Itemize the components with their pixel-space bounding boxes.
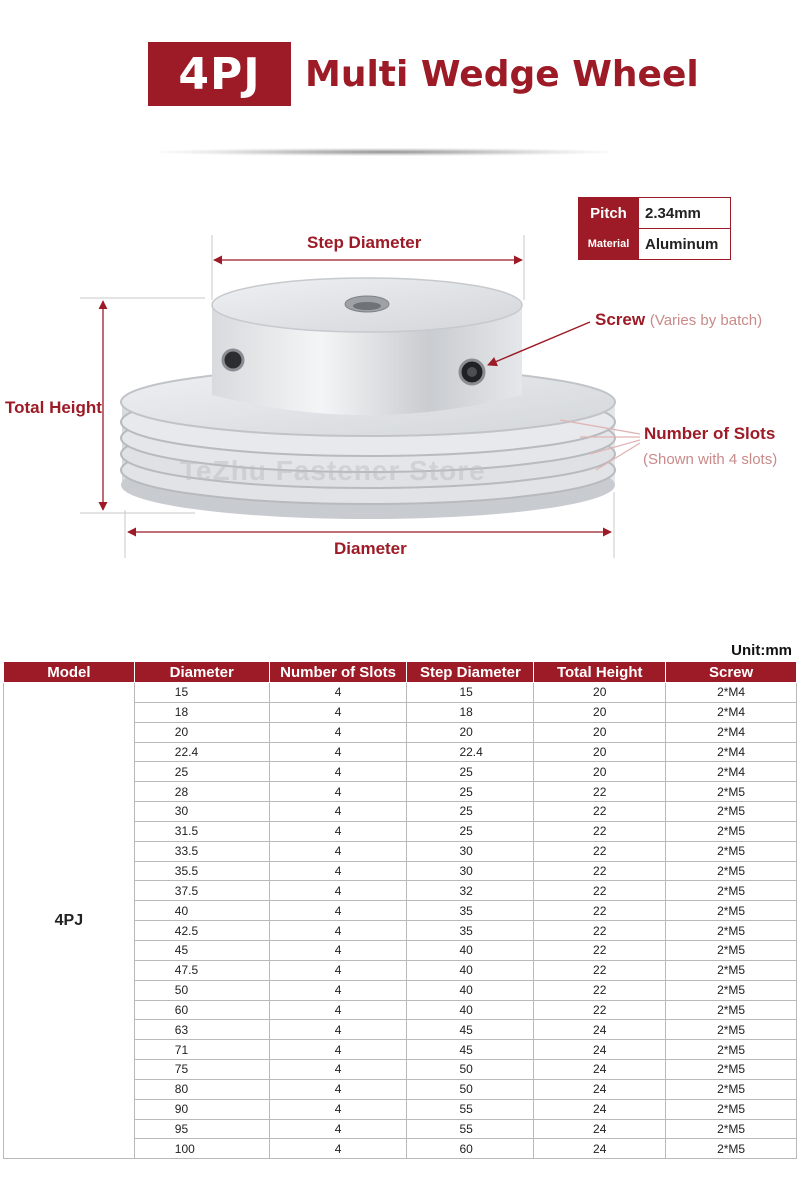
model-cell: 4PJ	[4, 683, 135, 1159]
table-cell: 4	[269, 1040, 407, 1060]
table-cell: 63	[134, 1020, 269, 1040]
table-cell: 71	[134, 1040, 269, 1060]
table-cell: 24	[534, 1119, 666, 1139]
table-cell: 25	[407, 802, 534, 822]
table-cell: 4	[269, 762, 407, 782]
table-cell: 2*M5	[666, 1000, 797, 1020]
unit-label: Unit:mm	[731, 642, 792, 659]
table-cell: 50	[407, 1060, 534, 1080]
table-cell: 18	[134, 702, 269, 722]
table-cell: 2*M5	[666, 901, 797, 921]
table-cell: 4	[269, 1020, 407, 1040]
table-cell: 4	[269, 742, 407, 762]
table-cell: 20	[534, 722, 666, 742]
table-cell: 22	[534, 960, 666, 980]
table-cell: 22.4	[407, 742, 534, 762]
table-cell: 75	[134, 1060, 269, 1080]
table-cell: 2*M5	[666, 861, 797, 881]
table-cell: 25	[407, 782, 534, 802]
table-cell: 2*M4	[666, 762, 797, 782]
table-cell: 2*M5	[666, 1139, 797, 1159]
table-cell: 25	[407, 821, 534, 841]
table-cell: 42.5	[134, 921, 269, 941]
table-cell: 22	[534, 980, 666, 1000]
table-cell: 2*M5	[666, 1060, 797, 1080]
table-cell: 2*M5	[666, 782, 797, 802]
slots-note: (Shown with 4 slots)	[643, 451, 778, 468]
table-cell: 20	[534, 702, 666, 722]
spec-box	[578, 197, 731, 260]
table-cell: 18	[407, 702, 534, 722]
table-cell: 2*M5	[666, 881, 797, 901]
table-cell: 40	[407, 980, 534, 1000]
table-cell: 2*M5	[666, 940, 797, 960]
table-cell: 22	[534, 921, 666, 941]
table-cell: 60	[134, 1000, 269, 1020]
table-cell: 20	[534, 762, 666, 782]
table-cell: 4	[269, 821, 407, 841]
total-height-label: Total Height	[5, 398, 102, 417]
table-cell: 2*M5	[666, 1040, 797, 1060]
slots-label: Number of Slots	[644, 424, 776, 443]
table-cell: 95	[134, 1119, 269, 1139]
spec-value: 2.34mm	[639, 198, 731, 229]
spec-row-material	[579, 229, 731, 260]
table-cell: 4	[269, 1000, 407, 1020]
pulley-hub	[212, 278, 522, 415]
header-diameter: Diameter	[134, 662, 269, 683]
page-header	[148, 42, 699, 106]
table-cell: 50	[407, 1079, 534, 1099]
table-cell: 4	[269, 960, 407, 980]
spec-table	[3, 661, 797, 1159]
table-cell: 40	[407, 940, 534, 960]
store-watermark: TeZhu Fastener Store	[180, 455, 486, 486]
table-cell: 24	[534, 1079, 666, 1099]
table-cell: 40	[407, 1000, 534, 1020]
table-cell: 2*M5	[666, 980, 797, 1000]
table-cell: 4	[269, 881, 407, 901]
table-cell: 22	[534, 782, 666, 802]
table-cell: 4	[269, 802, 407, 822]
table-cell: 35	[407, 921, 534, 941]
table-cell: 20	[534, 683, 666, 703]
table-cell: 4	[269, 980, 407, 1000]
table-cell: 24	[534, 1099, 666, 1119]
table-cell: 20	[534, 742, 666, 762]
table-cell: 4	[269, 782, 407, 802]
table-cell: 4	[269, 921, 407, 941]
table-body	[4, 683, 797, 1159]
table-cell: 32	[407, 881, 534, 901]
table-cell: 45	[134, 940, 269, 960]
screw-title: Screw	[595, 310, 646, 329]
table-cell: 90	[134, 1099, 269, 1119]
table-cell: 22	[534, 802, 666, 822]
table-cell: 45	[407, 1040, 534, 1060]
table-cell: 25	[407, 762, 534, 782]
table-cell: 2*M5	[666, 1020, 797, 1040]
table-cell: 50	[134, 980, 269, 1000]
table-cell: 15	[134, 683, 269, 703]
table-cell: 22	[534, 1000, 666, 1020]
table-cell: 4	[269, 940, 407, 960]
table-cell: 4	[269, 1119, 407, 1139]
table-cell: 40	[134, 901, 269, 921]
table-cell: 55	[407, 1119, 534, 1139]
header-step-diameter: Step Diameter	[407, 662, 534, 683]
page-title: Multi Wedge Wheel	[305, 53, 699, 95]
spec-key: Pitch	[579, 198, 639, 229]
screw-note: (Varies by batch)	[649, 312, 763, 329]
table-cell: 22	[534, 861, 666, 881]
header-divider	[160, 148, 610, 156]
spec-key: Material	[579, 229, 639, 260]
header-slots: Number of Slots	[269, 662, 407, 683]
table-cell: 4	[269, 861, 407, 881]
table-cell: 15	[407, 683, 534, 703]
table-cell: 4	[269, 1099, 407, 1119]
table-cell: 24	[534, 1040, 666, 1060]
table-cell: 22	[534, 901, 666, 921]
table-cell: 24	[534, 1020, 666, 1040]
table-cell: 22.4	[134, 742, 269, 762]
table-cell: 37.5	[134, 881, 269, 901]
table-cell: 35.5	[134, 861, 269, 881]
table-cell: 35	[407, 901, 534, 921]
table-cell: 4	[269, 901, 407, 921]
model-badge: 4PJ	[148, 42, 291, 106]
table-cell: 20	[134, 722, 269, 742]
table-cell: 2*M4	[666, 683, 797, 703]
table-cell: 25	[134, 762, 269, 782]
table-cell: 30	[134, 802, 269, 822]
table-cell: 4	[269, 1079, 407, 1099]
table-cell: 30	[407, 841, 534, 861]
table-row	[4, 683, 797, 703]
table-cell: 2*M5	[666, 1119, 797, 1139]
table-cell: 22	[534, 821, 666, 841]
table-cell: 22	[534, 841, 666, 861]
table-cell: 2*M5	[666, 960, 797, 980]
table-cell: 45	[407, 1020, 534, 1040]
table-cell: 40	[407, 960, 534, 980]
table-cell: 55	[407, 1099, 534, 1119]
table-cell: 24	[534, 1060, 666, 1080]
table-cell: 4	[269, 1139, 407, 1159]
step-diameter-label: Step Diameter	[307, 233, 422, 252]
table-cell: 2*M5	[666, 1099, 797, 1119]
table-cell: 22	[534, 940, 666, 960]
table-cell: 80	[134, 1079, 269, 1099]
spec-value: Aluminum	[639, 229, 731, 260]
table-cell: 2*M5	[666, 802, 797, 822]
table-cell: 24	[534, 1139, 666, 1159]
table-cell: 4	[269, 683, 407, 703]
table-cell: 28	[134, 782, 269, 802]
table-cell: 2*M4	[666, 742, 797, 762]
table-cell: 4	[269, 1060, 407, 1080]
table-cell: 100	[134, 1139, 269, 1159]
table-cell: 60	[407, 1139, 534, 1159]
header-model: Model	[4, 662, 135, 683]
table-cell: 33.5	[134, 841, 269, 861]
header-screw: Screw	[666, 662, 797, 683]
table-cell: 2*M4	[666, 722, 797, 742]
table-cell: 2*M5	[666, 921, 797, 941]
table-cell: 2*M5	[666, 821, 797, 841]
table-cell: 4	[269, 722, 407, 742]
spec-row-pitch	[579, 198, 731, 229]
diameter-label: Diameter	[334, 539, 407, 558]
table-cell: 2*M5	[666, 841, 797, 861]
table-header-row	[4, 662, 797, 683]
table-cell: 47.5	[134, 960, 269, 980]
table-cell: 4	[269, 841, 407, 861]
table-cell: 22	[534, 881, 666, 901]
table-cell: 4	[269, 702, 407, 722]
table-cell: 20	[407, 722, 534, 742]
table-cell: 2*M4	[666, 702, 797, 722]
header-total-height: Total Height	[534, 662, 666, 683]
table-cell: 30	[407, 861, 534, 881]
screw-label	[595, 310, 762, 330]
table-cell: 31.5	[134, 821, 269, 841]
table-cell: 2*M5	[666, 1079, 797, 1099]
